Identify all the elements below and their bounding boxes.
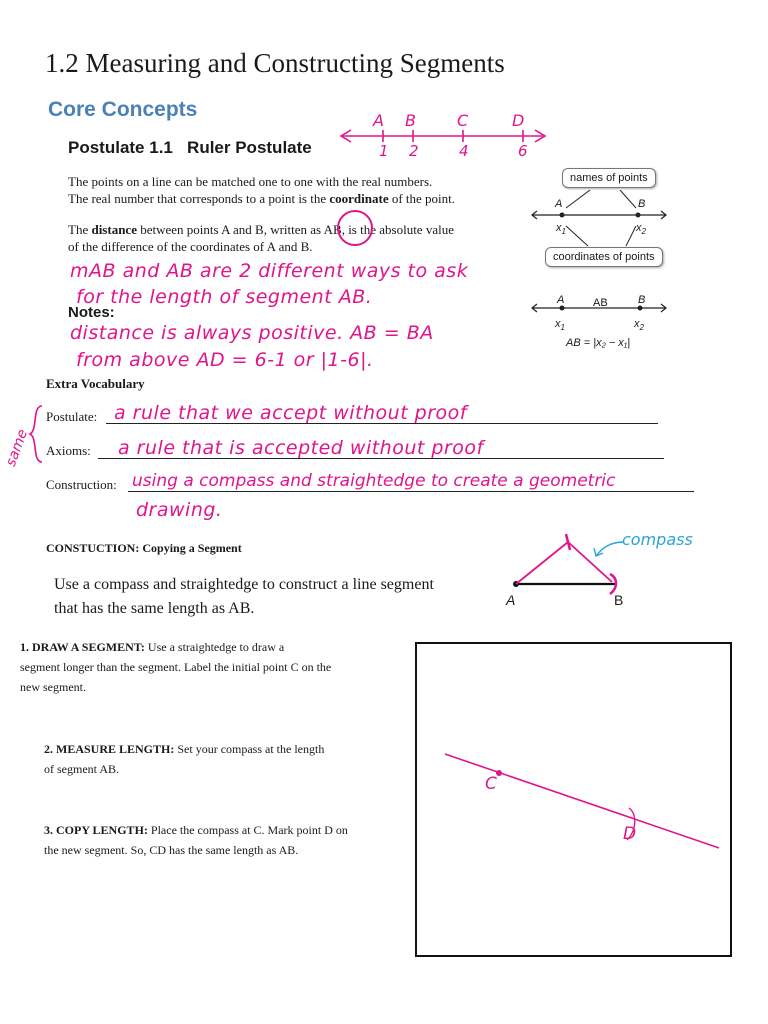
postulate-text (68, 173, 508, 255)
ruler-number-2: 2 (409, 142, 419, 160)
diagram2-x1: $x_1$ (555, 318, 565, 333)
step-3: 3. COPY LENGTH: Place the compass at C. Mark point D on the new segment. So, CD has the same length as AB. (44, 823, 348, 857)
ruler-number-1: 1 (379, 142, 389, 160)
notes-label: Notes: (68, 304, 115, 321)
diagram1-point-b: B (638, 198, 646, 210)
diagram1-x1: $x_1$ (556, 222, 566, 237)
postulate-heading: Postulate 1.1 Ruler Postulate (68, 138, 312, 157)
page-title: 1.2 Measuring and Constructing Segments (45, 48, 505, 78)
construction-work-box[interactable] (415, 642, 732, 957)
handwritten-note-1-line-2: for the length of segment AB. (76, 286, 373, 308)
number-line-diagram-1 (530, 190, 670, 250)
ruler-number-4: 4 (459, 142, 469, 160)
vocab-postulate-label: Postulate: (46, 409, 98, 424)
ruler-number-6: 6 (518, 142, 528, 160)
diagram2-point-b: B (638, 294, 646, 306)
step-1-label: 1. DRAW A SEGMENT: (20, 640, 145, 654)
section-heading: Core Concepts (48, 98, 198, 121)
distance-formula: AB = |x₂ − x₁| (566, 337, 631, 349)
figure-point-b: B (614, 592, 624, 608)
step-1: 1. DRAW A SEGMENT: Use a straightedge to draw a segment longer than the segment. Label the initial point C on the new segment. (20, 640, 332, 694)
handwritten-postulate-definition: a rule that we accept without proof (114, 402, 467, 424)
handwritten-axiom-definition: a rule that is accepted without proof (118, 437, 484, 459)
bubble-coordinates-of-points: coordinates of points (545, 247, 663, 267)
vocab-heading: Extra Vocabulary (46, 376, 145, 391)
handwritten-note-2-line-1: distance is always positive. AB = BA (70, 322, 434, 344)
compass-pointer-arrow (590, 536, 626, 560)
vocab-axioms-label: Axioms: (46, 443, 91, 458)
ruler-letter-a: A (373, 111, 384, 130)
vocab-construction-label: Construction: (46, 477, 117, 492)
ruler-letter-b: B (405, 111, 416, 130)
handwritten-point-c: C (485, 774, 497, 794)
step-3-label: 3. COPY LENGTH: (44, 823, 148, 837)
postulate-line-4: of the difference of the coordinates of A and B. (68, 239, 313, 254)
bubble-names-of-points: names of points (562, 168, 656, 188)
figure-point-a: A (506, 592, 516, 608)
ruler-letter-c: C (457, 111, 469, 130)
handwritten-construction-definition-1: using a compass and straightedge to create a geometric (132, 471, 616, 491)
handwritten-note-2-line-2: from above AD = 6-1 or |1-6|. (76, 349, 374, 371)
handwritten-brace (28, 404, 44, 464)
handwritten-circle (330, 205, 380, 250)
diagram1-x2: $x_2$ (636, 222, 646, 237)
diagram2-point-a: A (557, 294, 565, 306)
handwritten-point-d: D (623, 824, 637, 844)
postulate-line-2: The real number that corresponds to a point is the coordinate of the point. (68, 191, 456, 206)
handwritten-compass-label: compass (622, 530, 693, 549)
construction-heading: CONSTUCTION: Copying a Segment (46, 541, 242, 555)
postulate-line-3: The distance between points A and B, written as AB, is the absolute value (68, 222, 454, 237)
step-2: 2. MEASURE LENGTH: Set your compass at the length of segment AB. (44, 742, 325, 776)
instructions-line-2: that has the same length as AB. (54, 600, 255, 617)
handwritten-note-1-line-1: mAB and AB are 2 different ways to ask (70, 260, 469, 282)
construction-answer-line (128, 491, 694, 492)
postulate-line-1: The points on a line can be matched one to one with the real numbers. (68, 174, 433, 189)
handwritten-construction-definition-2: drawing. (136, 499, 223, 521)
constructed-segment (417, 644, 730, 955)
instructions-line-1: Use a compass and straightedge to construct a line segment (54, 576, 434, 593)
handwritten-same: same (3, 427, 32, 469)
ruler-letter-d: D (512, 111, 525, 130)
diagram2-x2: $x_2$ (634, 318, 644, 333)
diagram1-point-a: A (555, 198, 563, 210)
construction-instructions (54, 573, 434, 621)
step-2-label: 2. MEASURE LENGTH: (44, 742, 175, 756)
diagram2-segment-label: AB (593, 297, 608, 309)
